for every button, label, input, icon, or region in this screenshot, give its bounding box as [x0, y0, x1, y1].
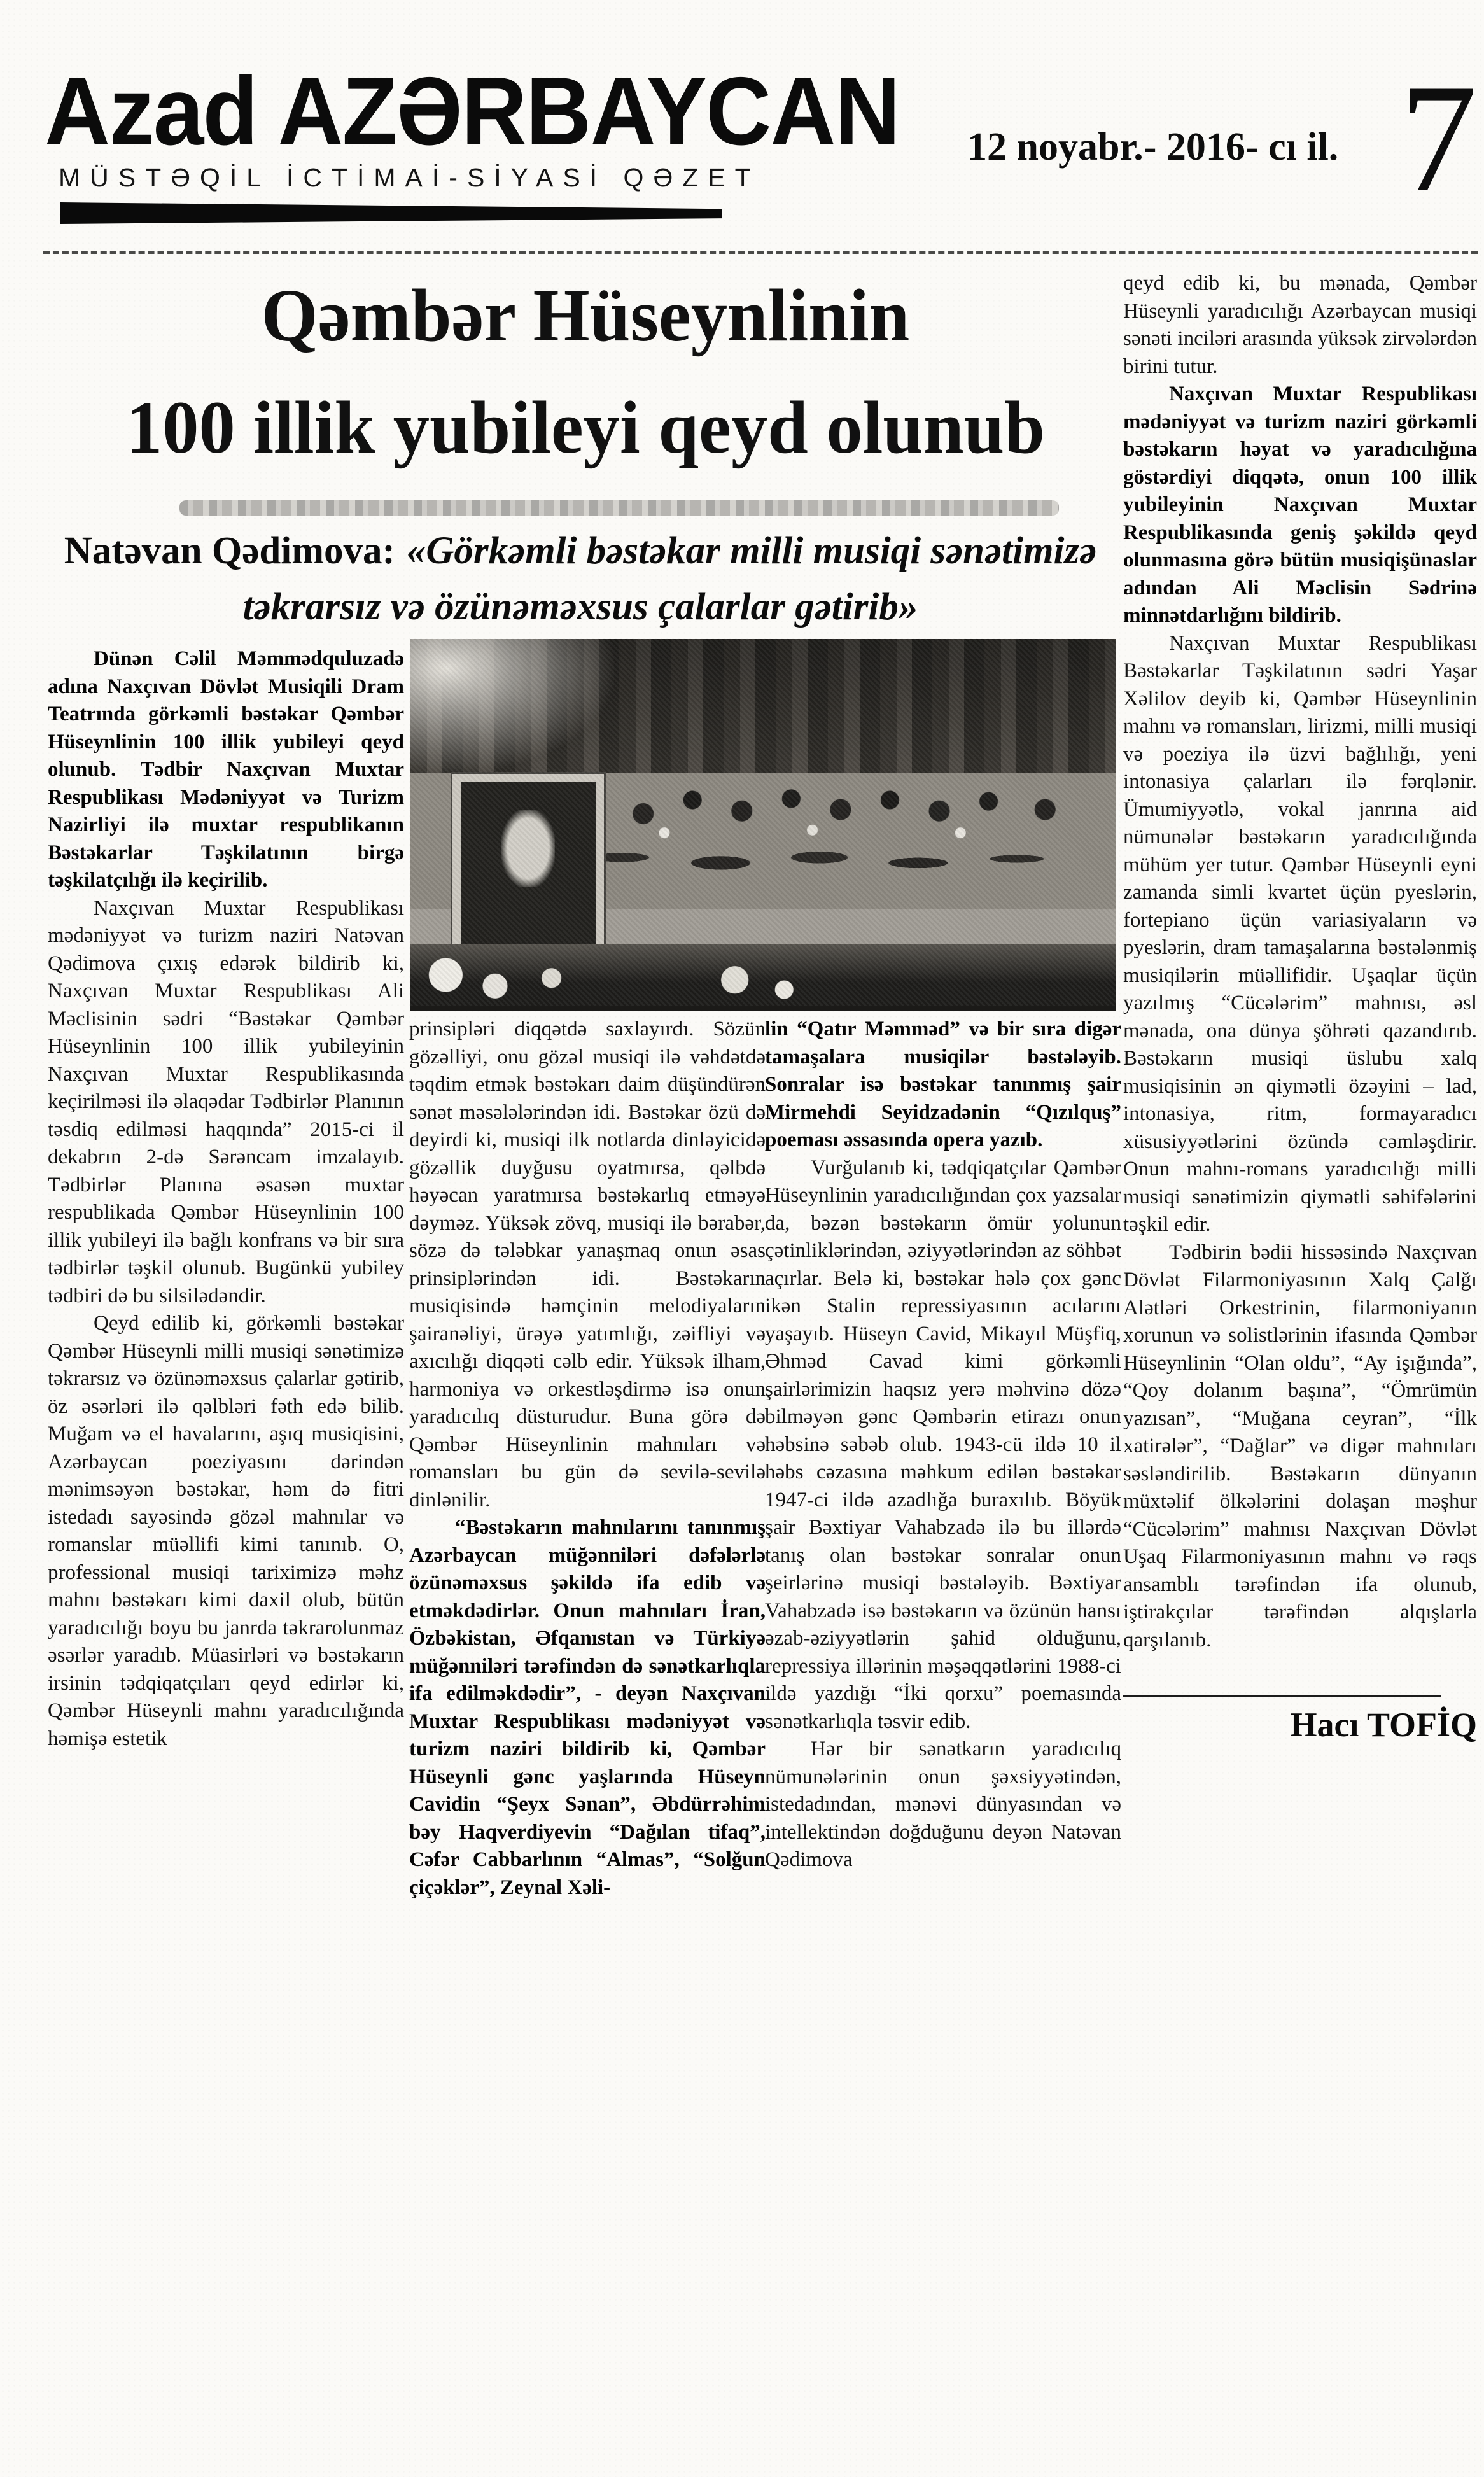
- body-paragraph: Hər bir sənətkarın yaradıcılıq nümunələrinin onun şəxsiyyətindən, istedadından, mənəvi dünyasından və intellektindən doğduğunu deyən Natəvan Qədimova: [765, 1737, 1121, 1871]
- body-paragraph: qeyd edib ki, bu mənada, Qəmbər Hüseynli yaradıcılığı Azərbaycan musiqi sənəti inciləri arasında yüksək zirvələrdən birini tutur.: [1123, 272, 1477, 378]
- article-photo: [410, 639, 1116, 1006]
- text-column-3: [765, 1016, 1121, 1874]
- text-column-1: [48, 645, 404, 1753]
- page-number: 7: [1400, 53, 1477, 223]
- signature-divider: [1123, 1695, 1441, 1697]
- headline-underline: [179, 500, 1059, 516]
- body-paragraph: Dünən Cəlil Məmmədquluzadə adına Naxçıvan Dövlət Musiqili Dram Teatrında görkəmli bəstəkar Qəmbər Hüseynlinin 100 illik yubileyi qeyd olunub. Tədbir Naxçıvan Muxtar Respublikası Mədəniyyət və Turizm Nazirliyi ilə muxtar respublikanın Bəstəkarlar Təşkilatının birgə təşkilatçılığı ilə keçirilib.: [48, 647, 404, 892]
- body-paragraph: Naxçıvan Muxtar Respublikası Bəstəkarlar Təşkilatının sədri Yaşar Xəlilov deyib ki, Qəmbər Hüseynlinin mahnı və romansları, lirizmi, milli musiqi və poeziya ilə üzvi bağlılığı, yeni intonasiya çalarları ilə fərqlənir. Ümumiyyətlə, vokal janrına aid nümunələr bəstəkarın yaradıcılığında mühüm yer tutur. Qəmbər Hüseynli eyni zamanda simli kvartet üçün pyeslərin, fortepiano üçün variasiyaların və pyeslərin, dram tamaşalarına bəstələnmiş musiqilərin müəllifidir. Uşaqlar üçün yazılmış “Cücələrim” mahnısı, əsl mənada, ona dünya şöhrəti qazandırıb. Bəstəkarın musiqi üslubu xalq musiqisinin ən qiymətli özəyini – lad, intonasiya, ritm, formayaradıcı xüsusiyyətlərini özündə cəmləşdirir. Onun mahnı-romans yaradıcılığı milli musiqi sənətimizin qiymətli səhifələrini təşkil edir.: [1123, 631, 1477, 1236]
- article-subheadline: [52, 523, 1109, 635]
- body-paragraph: Qeyd edilib ki, görkəmli bəstəkar Qəmbər Hüseynli milli musiqi sənətimizə təkrarsız və özünəməxsus çalarlar gətirib, öz əsərləri ilə qəlbləri fəth edə bilib. Muğam və el havalarını, aşıq musiqisini, Azərbaycan poeziyasını dərindən mənimsəyən bəstəkar, həm də fitri istedadı sayəsində gözəl mahnılar və romanslar müəllifi kimi tanınıb. O, professional musiqi tariximizə məhz mahnı bəstəkarı kimi daxil olub, bütün yaradıcılığı boyu bu janrda təkrarolunmaz əsərlər yaradıb. Müasirləri və bəstəkarın irsinin tədqiqatçıları qeyd edirlər ki, Qəmbər Hüseynli mahnı yaradıcılığında həmişə estetik: [48, 1312, 404, 1750]
- body-paragraph: Naxçıvan Muxtar Respublikası mədəniyyət və turizm naziri görkəmli bəstəkarın həyat və yaradıcılığına göstərdiyi diqqətə, onun 100 illik yubileyinin Naxçıvan Muxtar Respublikasında geniş şəkildə qeyd olunmasına görə bütün musiqişünaslar adından Ali Məclisin Sədrinə minnətdarlığını bildirib.: [1123, 382, 1477, 627]
- body-paragraph: prinsipləri diqqətdə saxlayırdı. Sözün gözəlliyi, onu gözəl musiqi ilə vəhdətdə təqdim etmək bəstəkarı daim düşündürən sənət məsələlərindən idi. Bəstəkar özü də deyirdi ki, musiqi ilk notlarda dinləyicidə gözəllik duyğusu oyatmırsa, qəlbdə həyəcan yaratmırsa bəstəkarlıq etməyə dəyməz. Yüksək zövq, musiqi ilə bərabər, sözə də tələbkar yanaşmaq onun əsas prinsiplərindən idi. Bəstəkarın musiqisində həmçinin melodiyaların şairanəliyi, ürəyə yatımlığı, zəifliyi və axıcılığı diqqəti cəlb edir. Yüksək ilham, harmoniya və orkestləşdirmə isə onun yaradıcılıq düsturudur. Buna görə də Qəmbər Hüseynlinin mahnıları və romansları bu gün də sevilə-sevilə dinlənilir.: [409, 1018, 766, 1512]
- text-column-2: [409, 1016, 766, 1902]
- headline-line-2: 100 illik yubileyi qeyd olunub: [126, 386, 1045, 469]
- body-paragraph: Naxçıvan Muxtar Respublikası mədəniyyət və turizm naziri Natəvan Qədimova çıxış edərək bildirib ki, Naxçıvan Muxtar Respublikası Ali Məclisinin sədri “Bəstəkar Qəmbər Hüseynlinin 100 illik yubileyinin Naxçıvan Muxtar Respublikasında keçirilməsi ilə əlaqədar Tədbirlər Planının təsdiq edilməsi haqqında” 2015-ci il dekabrın 2-də Sərəncam imzalayıb. Tədbirlər Planına əsasən muxtar respublikada Qəmbər Hüseynlinin 100 illik yubileyi ilə bağlı konfrans və bir sıra tədbirlər təşkil olunub. Bugünkü yubiley tədbiri də bu silsilədəndir.: [48, 896, 404, 1307]
- author-signature: Hacı TOFİQ: [1290, 1706, 1477, 1744]
- body-paragraph: lin “Qatır Məmməd” və bir sıra digər tamaşalara musiqilər bəstələyib. Sonralar isə bəstəkar tanınmış şair Mirmehdi Seyidzadənin “Qızılquş” poeması əssasında opera yazıb.: [765, 1018, 1121, 1151]
- masthead-rule: [60, 202, 722, 224]
- photo-grain-overlay: [410, 639, 1116, 1006]
- article-headline: [76, 260, 1095, 484]
- subheadline-speaker: Natəvan Qədimova:: [64, 530, 395, 572]
- headline-line-1: Qəmbər Hüseynlinin: [261, 274, 910, 357]
- newspaper-logo: Azad AZƏRBAYCAN: [45, 57, 900, 165]
- body-paragraph: Vurğulanıb ki, tədqiqatçılar Qəmbər Hüseynlinin yaradıcılığından çox yazsalar da, bəzən bəstəkarın ömür yolunun çətinliklərindən, əziyyətlərindən az söhbət açırlar. Belə ki, bəstəkar hələ çox gənc ikən Stalin repressiyasının acılarını yaşayıb. Hüseyn Cavid, Mikayıl Müşfiq, Əhməd Cavad kimi görkəmli şairlərimizin haqsız yerə məhvinə dözə bilməyən gənc Qəmbərin etirazı onun həbsinə səbəb olub. 1943-cü ildə 10 il həbs cəzasına məhkum edilən bəstəkar 1947-ci ildə azadlığa buraxılıb. Böyük şair Bəxtiyar Vahabzadə ilə bu illərdə tanış olan bəstəkar sonralar onun şeirlərinə musiqi bəstələyib. Bəxtiyar Vahabzadə isə bəstəkarın və özünün hansı əzab-əziyyətlərin şahid olduğunu, repressiya illərinin məşəqqətlərini 1988-ci ildə yazdığı “İki qorxu” poemasında sənətkarlıqla təsvir edib.: [765, 1156, 1121, 1733]
- newspaper-tagline: MÜSTƏQİL İCTİMAİ-SİYASİ QƏZET: [59, 163, 760, 192]
- body-paragraph: Tədbirin bədii hissəsində Naxçıvan Dövlət Filarmoniyasının Xalq Çalğı Alətləri Orkestrinin, filarmoniyanın xorunun və solistlərinin ifasında Qəmbər Hüseynlinin “Olan oldu”, “Ay işığında”, “Qoy dolanım başına”, “Ömrümün yazısan”, “Muğana ceyran”, “İlk xatirələr”, “Dağlar” və digər mahnıları səsləndirilib. Bəstəkarın dünyanın müxtəlif ölkələrini dolaşan məşhur “Cücələrim” mahnısı Naxçıvan Dövlət Uşaq Filarmoniyasının mahnı və rəqs ansamblı tərəfindən ifa olunub, iştirakçılar tərəfindən alqışlarla qarşılanıb.: [1123, 1240, 1477, 1652]
- issue-date: 12 noyabr.- 2016- cı il.: [967, 125, 1339, 169]
- header-divider: [43, 251, 1478, 254]
- subheadline-quote: «Görkəmli bəstəkar milli musiqi sənətimizə təkrarsız və özünəməxsus çalarlar gətirib»: [242, 530, 1097, 628]
- text-column-4: [1123, 270, 1477, 1744]
- body-paragraph: “Bəstəkarın mahnılarını tanınmış Azərbaycan müğənniləri dəfələrlə özünəməxsus şəkildə ifa edib və etməkdədirlər. Onun mahnıları İran, Özbəkistan, Əfqanıstan və Türkiyə müğənniləri tərəfindən də sənətkarlıqla ifa edilməkdədir”, - deyən Naxçıvan Muxtar Respublikası mədəniyyət və turizm naziri bildirib ki, Qəmbər Hüseynli gənc yaşlarında Hüseyn Cavidin “Şeyx Sənan”, Əbdürrəhim bəy Haqverdiyevin “Dağılan tifaq”, Cəfər Cabbarlının “Almas”, “Solğun çiçəklər”, Zeynal Xəli-: [409, 1516, 766, 1899]
